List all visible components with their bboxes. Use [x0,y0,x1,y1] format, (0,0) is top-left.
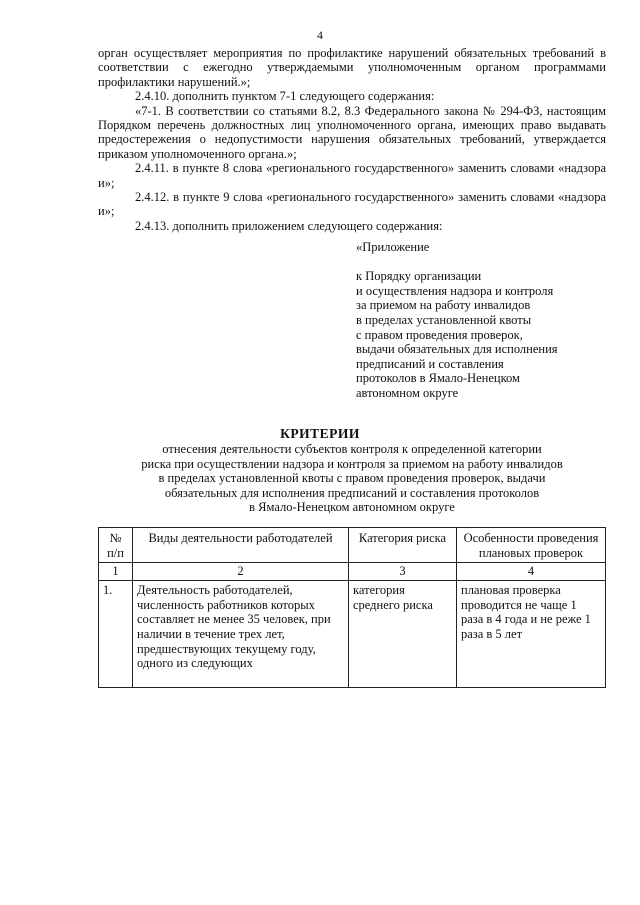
column-number-row [99,563,606,581]
paragraph: орган осуществляет мероприятия по профилактике нарушений обязательных требований в соответствии с ежегодно утверждаемыми уполномоченным органом программами профилактики нарушений.»; [98,46,606,89]
row-inspection-features: плановая проверка проводится не чаще 1 раза в 4 года и не реже 1 раза в 5 лет [457,581,606,688]
appendix-line: и осуществления надзора и контроля [356,283,554,298]
row-risk-category: категория среднего риска [349,581,457,688]
header-inspection-features: Особенности проведения плановых проверок [457,528,606,563]
criteria-subtitle [98,442,606,515]
row-number: 1. [99,581,133,688]
body-text [98,46,606,233]
appendix-reference [356,240,606,401]
paragraph: 2.4.12. в пункте 9 слова «регионального государственного» заменить словами «надзора и»; [98,190,606,219]
criteria-subtitle-line: обязательных для исполнения предписаний и составления протоколов [164,485,540,500]
appendix-line: предписаний и составления [356,356,504,371]
criteria-table [98,527,606,688]
appendix-line: протоколов в Ямало-Ненецком [356,371,520,386]
appendix-line: автономном округе [356,385,459,400]
paragraph: 2.4.10. дополнить пунктом 7-1 следующего содержания: [135,89,435,104]
column-number: 1 [99,563,133,581]
header-activity: Виды деятельности работодателей [133,528,349,563]
header-number: № п/п [99,528,133,563]
column-number: 3 [349,563,457,581]
appendix-line: в пределах установленной квоты [356,312,532,327]
page-number: 4 [317,28,323,42]
appendix-line: выдачи обязательных для исполнения [356,342,558,357]
table-header-row [99,528,606,563]
column-number: 4 [457,563,606,581]
criteria-subtitle-line: в пределах установленной квоты с правом проведения проверок, выдачи [158,471,546,486]
paragraph: 2.4.13. дополнить приложением следующего содержания: [135,218,443,233]
paragraph: 2.4.11. в пункте 8 слова «регионального государственного» заменить словами «надзора и»; [98,161,606,190]
criteria-title: КРИТЕРИИ [280,426,360,441]
paragraph: «7-1. В соответствии со статьями 8.2, 8.3 Федерального закона № 294-ФЗ, настоящим Порядком перечень должностных лиц уполномоченного органа, имеющих право выдавать предостережения о недопустимости нарушения обязательных требований, утверждается приказом уполномоченного органа.»; [98,103,606,161]
criteria-subtitle-line: в Ямало-Ненецком автономном округе [249,500,455,515]
header-risk-category: Категория риска [349,528,457,563]
criteria-subtitle-line: отнесения деятельности субъектов контроля к определенной категории [162,442,542,456]
appendix-line: к Порядку организации [356,269,482,284]
appendix-line: за приемом на работу инвалидов [356,298,531,313]
column-number: 2 [133,563,349,581]
appendix-line: с правом проведения проверок, [356,327,523,342]
appendix-title: «Приложение [356,240,430,254]
criteria-subtitle-line: риска при осуществлении надзора и контроля за приемом на работу инвалидов [141,456,563,471]
table-row [99,581,606,688]
row-activity: Деятельность работодателей, численность работников которых составляет не менее 35 человек, при наличии в течение трех лет, предшествующих текущему году, одного из следующих [133,581,349,688]
